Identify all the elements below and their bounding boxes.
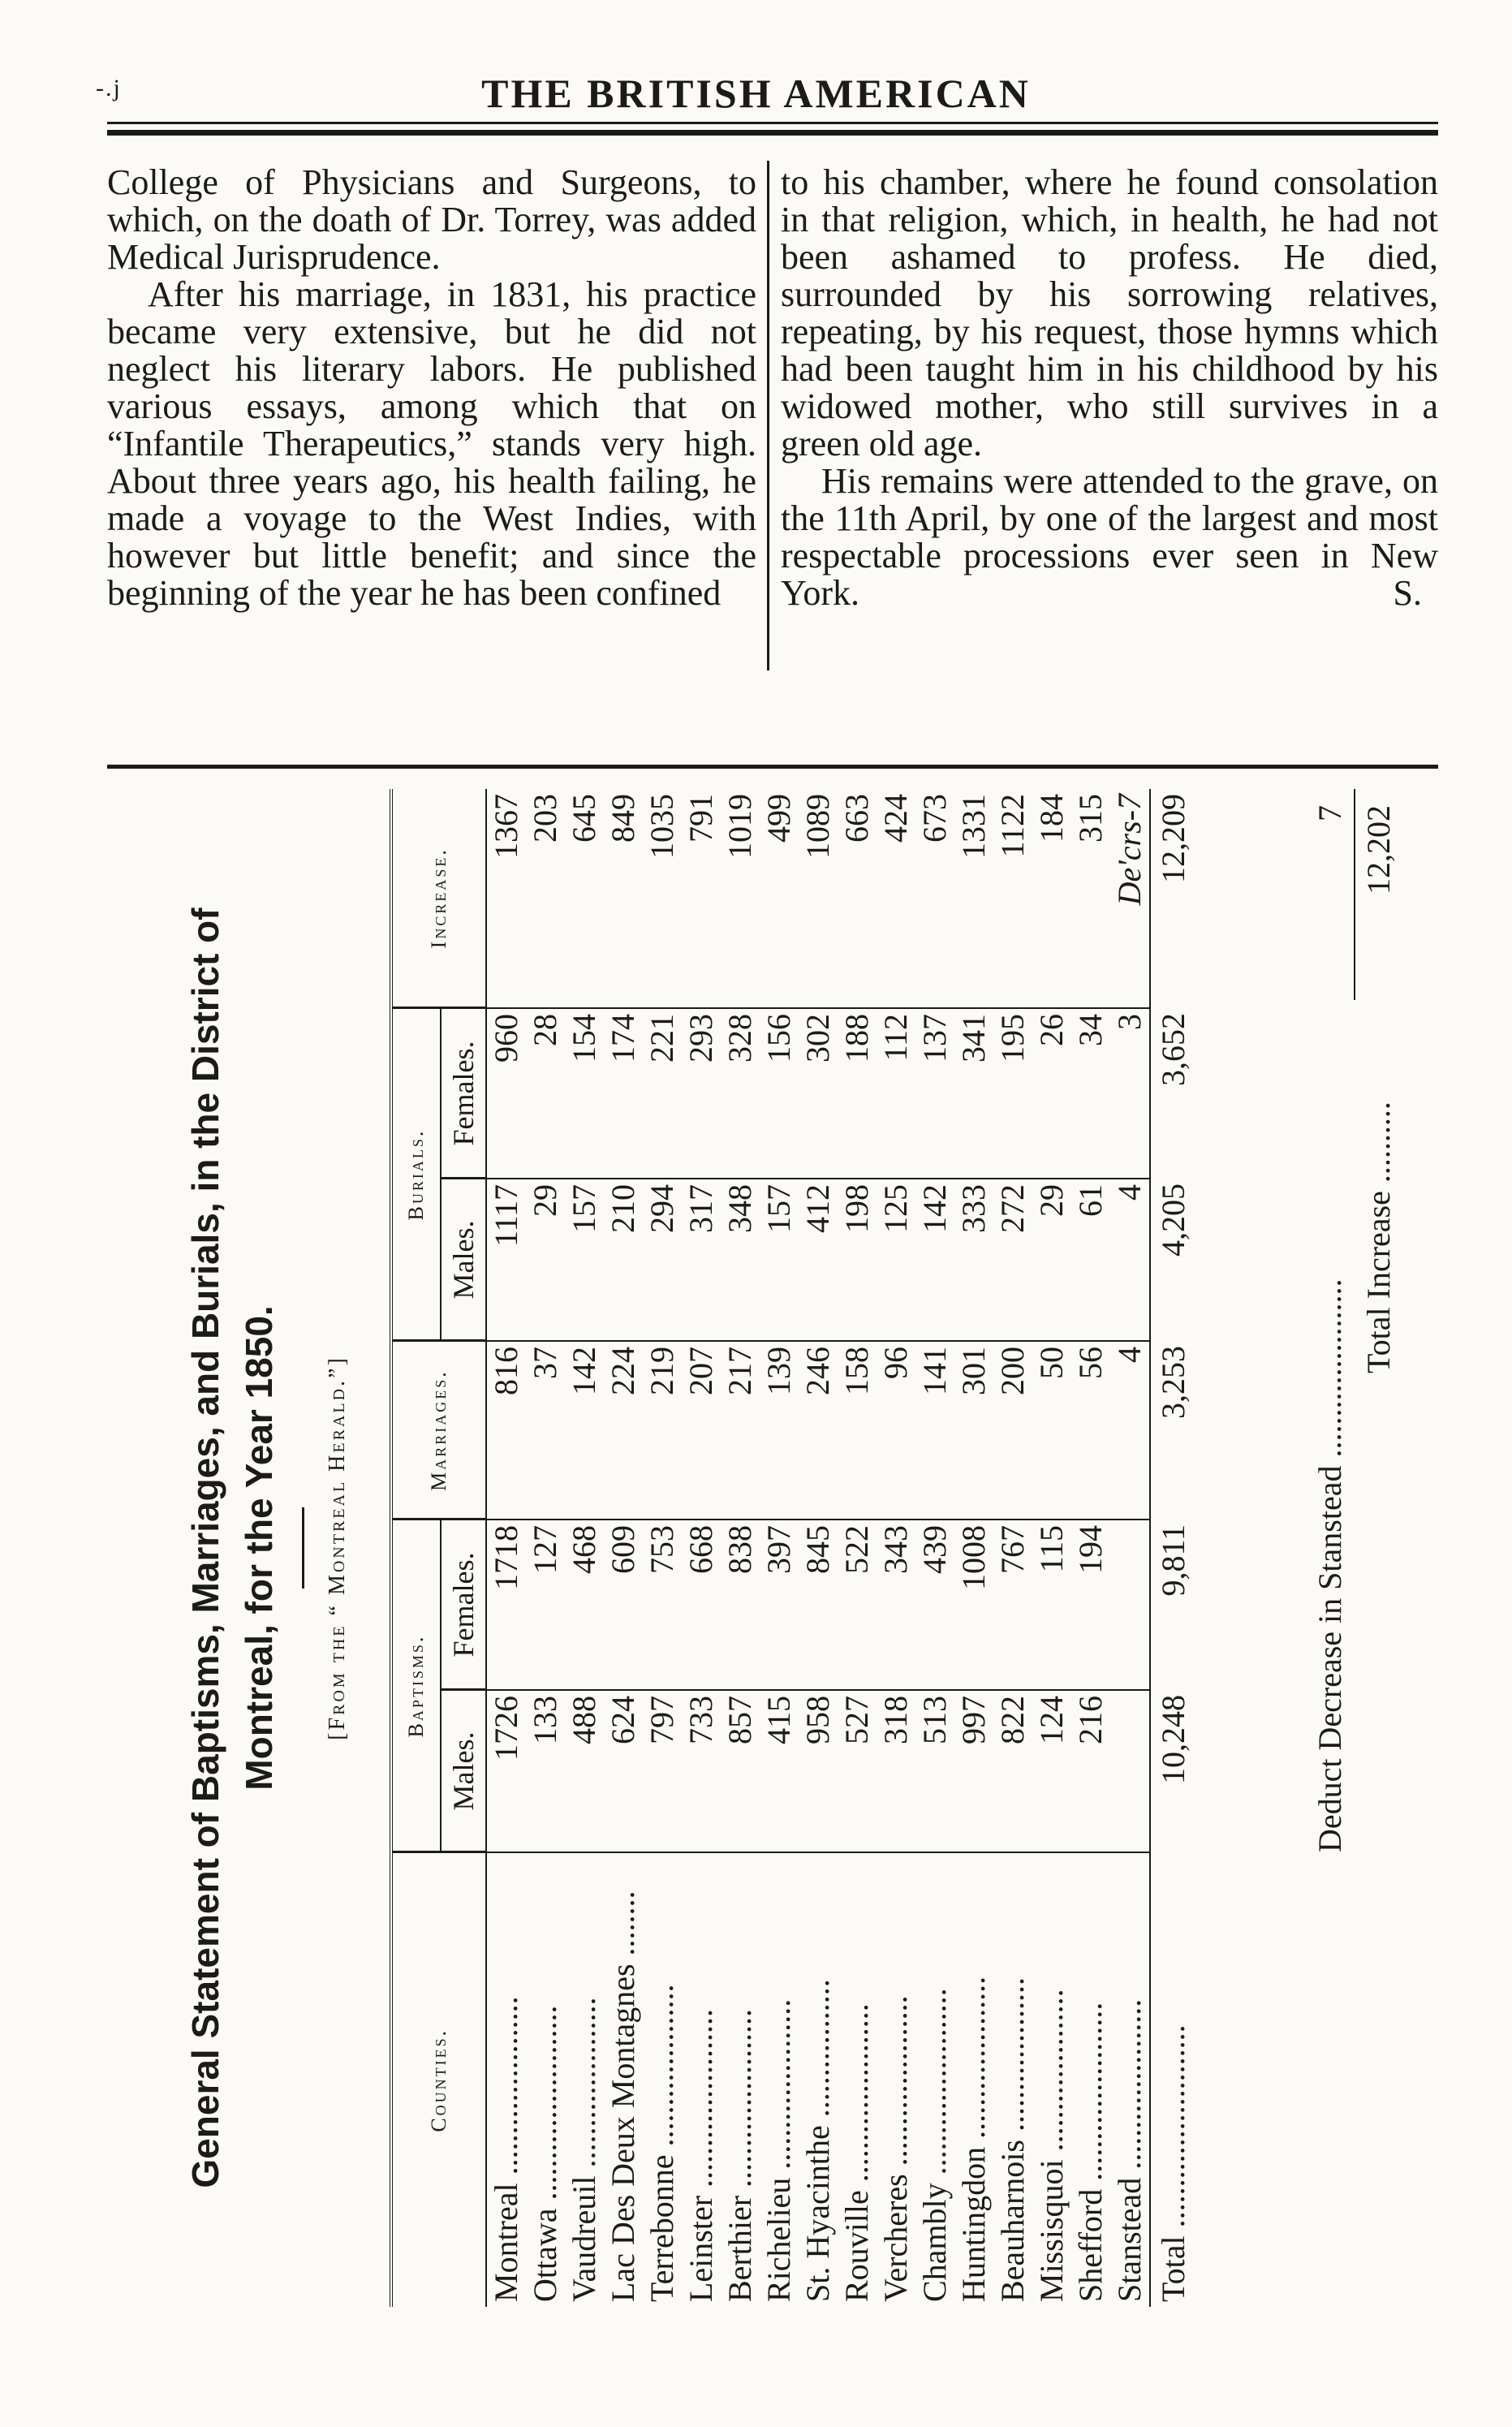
cell-mar: 50 — [1032, 1341, 1071, 1520]
cell-bu-m: 4 — [1110, 1179, 1150, 1341]
cell-bu-m: 333 — [954, 1179, 993, 1341]
cell-bu-f: 328 — [721, 1008, 760, 1179]
deduct-row — [1311, 789, 1349, 1852]
table-row — [721, 789, 760, 2307]
cell-bu-f: 26 — [1032, 1008, 1071, 1179]
cell-mar: 816 — [486, 1341, 526, 1520]
deduct-dots: ...................... — [1312, 1278, 1348, 1458]
deduct-label: Deduct Decrease in Stanstead — [1312, 1465, 1348, 1852]
cell-b-f: 439 — [915, 1520, 954, 1690]
cell-mar: 141 — [915, 1341, 954, 1520]
header-baptisms: Baptisms. — [391, 1520, 441, 1852]
cell-b-f: 522 — [838, 1520, 877, 1690]
table-row — [954, 789, 993, 2307]
cell-bu-f: 3 — [1110, 1008, 1150, 1179]
deduct-value: 7 — [1312, 805, 1348, 821]
cell-bu-f: 960 — [486, 1008, 526, 1179]
cell-bu-f: 112 — [877, 1008, 915, 1179]
article-paragraph-text: His remains were attended to the grave, on the 11th April, by one of the largest and most respectable processions ever seen in New York. — [781, 461, 1438, 613]
county-name: Berthier ...................... — [722, 2008, 758, 2302]
cell-mar: 139 — [760, 1341, 799, 1520]
cell-bu-m: 294 — [643, 1179, 682, 1341]
county-name: Terrebonne .................... — [644, 1984, 680, 2302]
county-name: Lac Des Deux Montagnes ........ — [605, 1890, 641, 2302]
page-number-mark: -.j — [96, 75, 122, 101]
statistics-table-body — [486, 789, 1193, 2307]
cell-mar: 4 — [1110, 1341, 1150, 1520]
total-b-m: 10,248 — [1150, 1690, 1193, 1852]
county-name: St. Hyacinthe ................. — [799, 1979, 836, 2302]
cell-bu-f: 221 — [643, 1008, 682, 1179]
statement-source: [From the “ Montreal Herald.”] — [325, 1356, 350, 1740]
cell-b-f: 767 — [993, 1520, 1032, 1690]
cell-bu-f: 195 — [993, 1008, 1032, 1179]
cell-b-m: 318 — [877, 1690, 915, 1852]
table-row — [486, 789, 526, 2307]
statement-title — [179, 789, 286, 2307]
cell-inc: De'crs-7 — [1110, 789, 1150, 1008]
total-b-f: 9,811 — [1150, 1520, 1193, 1690]
cell-inc: 1089 — [799, 789, 838, 1008]
table-row — [993, 789, 1032, 2307]
cell-b-f: 397 — [760, 1520, 799, 1690]
table-header-row — [391, 789, 441, 2307]
cell-inc: 315 — [1071, 789, 1110, 1008]
cell-bu-f: 28 — [526, 1008, 565, 1179]
cell-b-f: 753 — [643, 1520, 682, 1690]
cell-mar: 219 — [643, 1341, 682, 1520]
county-name: Missisquoi .................... — [1033, 1989, 1070, 2302]
total-bu-m: 4,205 — [1150, 1179, 1193, 1341]
header-marriages: Marriages. — [391, 1341, 486, 1520]
cell-bu-f: 174 — [604, 1008, 643, 1179]
cell-bu-f: 34 — [1071, 1008, 1110, 1179]
table-row — [915, 789, 954, 2307]
title-rule — [302, 1507, 304, 1589]
cell-b-m: 822 — [993, 1690, 1032, 1852]
county-name: Vaudreuil ..................... — [566, 1997, 602, 2302]
table-row — [604, 789, 643, 2307]
county-name: Shefford ...................... — [1072, 2002, 1109, 2302]
cell-bu-m: 157 — [760, 1179, 799, 1341]
table-row — [838, 789, 877, 2307]
total-increase-rule — [1354, 789, 1355, 1000]
cell-bu-m: 272 — [993, 1179, 1032, 1341]
cell-inc: 673 — [915, 789, 954, 1008]
county-name: Vercheres ..................... — [877, 1995, 914, 2302]
table-row — [799, 789, 838, 2307]
article-paragraph: College of Physicians and Surgeons, to which, on the doath of Dr. Torrey, was added Medical Jurisprudence. — [107, 162, 756, 277]
cell-mar: 37 — [526, 1341, 565, 1520]
county-name: Montreal ...................... — [488, 1996, 524, 2302]
county-name: Leinster ...................... — [683, 2008, 719, 2302]
cell-inc: 645 — [565, 789, 604, 1008]
cell-bu-m: 61 — [1071, 1179, 1110, 1341]
cell-mar: 96 — [877, 1341, 915, 1520]
cell-b-f: 838 — [721, 1520, 760, 1690]
cell-inc: 424 — [877, 789, 915, 1008]
cell-b-m: 513 — [915, 1690, 954, 1852]
cell-bu-f: 188 — [838, 1008, 877, 1179]
cell-inc: 663 — [838, 789, 877, 1008]
cell-bu-m: 157 — [565, 1179, 604, 1341]
table-row — [1110, 789, 1150, 2307]
cell-mar: 301 — [954, 1341, 993, 1520]
cell-inc: 1122 — [993, 789, 1032, 1008]
cell-bu-m: 1117 — [486, 1179, 526, 1341]
cell-bu-m: 29 — [1032, 1179, 1071, 1341]
cell-inc: 849 — [604, 789, 643, 1008]
total-increase-dots: .......... — [1360, 1101, 1397, 1183]
cell-mar: 246 — [799, 1341, 838, 1520]
table-row — [565, 789, 604, 2307]
cell-mar: 207 — [682, 1341, 721, 1520]
total-increase-value: 12,202 — [1360, 805, 1397, 894]
cell-inc: 1019 — [721, 789, 760, 1008]
total-label: Total ......................... — [1150, 1852, 1193, 2307]
cell-bu-m: 317 — [682, 1179, 721, 1341]
cell-inc: 499 — [760, 789, 799, 1008]
cell-b-m: 415 — [760, 1690, 799, 1852]
cell-b-f: 668 — [682, 1520, 721, 1690]
cell-bu-m: 125 — [877, 1179, 915, 1341]
county-name: Rouville ...................... — [838, 2003, 875, 2302]
cell-b-f: 127 — [526, 1520, 565, 1690]
cell-bu-m: 198 — [838, 1179, 877, 1341]
header-baptisms-females: Females. — [441, 1520, 486, 1690]
table-row — [682, 789, 721, 2307]
cell-mar: 200 — [993, 1341, 1032, 1520]
cell-inc: 184 — [1032, 789, 1071, 1008]
county-name: Richelieu ..................... — [760, 1998, 797, 2302]
cell-bu-m: 142 — [915, 1179, 954, 1341]
total-row — [1150, 789, 1193, 2307]
cell-b-m: 857 — [721, 1690, 760, 1852]
cell-inc: 1367 — [486, 789, 526, 1008]
header-baptisms-males: Males. — [441, 1690, 486, 1852]
rotated-statistics-panel — [179, 789, 1437, 2307]
table-row — [1071, 789, 1110, 2307]
cell-bu-f: 302 — [799, 1008, 838, 1179]
header-burials: Burials. — [391, 1008, 441, 1341]
county-name: Chambly ....................... — [916, 1988, 953, 2302]
cell-b-m: 133 — [526, 1690, 565, 1852]
table-row — [877, 789, 915, 2307]
cell-b-m — [1110, 1690, 1150, 1852]
cell-b-m: 216 — [1071, 1690, 1110, 1852]
cell-b-m: 527 — [838, 1690, 877, 1852]
cell-b-f: 1718 — [486, 1520, 526, 1690]
county-name: Beauharnois ................... — [994, 1977, 1031, 2302]
cell-bu-m: 210 — [604, 1179, 643, 1341]
table-row — [526, 789, 565, 2307]
cell-b-f: 194 — [1071, 1520, 1110, 1690]
total-mar: 3,253 — [1150, 1341, 1193, 1520]
cell-mar: 224 — [604, 1341, 643, 1520]
cell-b-f — [1110, 1520, 1150, 1690]
cell-b-m: 1726 — [486, 1690, 526, 1852]
cell-inc: 203 — [526, 789, 565, 1008]
county-name: Huntingdon .................... — [955, 1976, 992, 2302]
cell-b-m: 624 — [604, 1690, 643, 1852]
header-counties: Counties. — [391, 1852, 486, 2307]
total-inc: 12,209 — [1150, 789, 1193, 1008]
cell-bu-m: 29 — [526, 1179, 565, 1341]
cell-mar: 217 — [721, 1341, 760, 1520]
cell-b-f: 1008 — [954, 1520, 993, 1690]
table-row — [760, 789, 799, 2307]
cell-inc: 1331 — [954, 789, 993, 1008]
cell-b-m: 797 — [643, 1690, 682, 1852]
statement-title-line-2: Montreal, for the Year 1850. — [238, 1305, 280, 1791]
cell-inc: 791 — [682, 789, 721, 1008]
cell-bu-f: 156 — [760, 1008, 799, 1179]
total-increase-label: Total Increase — [1360, 1191, 1397, 1373]
total-increase-row — [1359, 789, 1398, 1373]
cell-b-m: 997 — [954, 1690, 993, 1852]
cell-b-f: 468 — [565, 1520, 604, 1690]
header-burials-males: Males. — [441, 1179, 486, 1341]
table-row — [1032, 789, 1071, 2307]
cell-bu-f: 154 — [565, 1008, 604, 1179]
statistics-table — [390, 789, 1193, 2307]
statement-title-line-1: General Statement of Baptisms, Marriages, and Burials, in the District of — [184, 907, 226, 2188]
cell-b-m: 488 — [565, 1690, 604, 1852]
total-bu-f: 3,652 — [1150, 1008, 1193, 1179]
county-name: Ottawa ........................ — [527, 2005, 563, 2302]
article-paragraph: to his chamber, where he found consolation in that religion, which, in health, he had not been ashamed to profess. He died, surrounded by his sorrowing relatives, repeating, by his request, those hymns which had been taught him in his childhood by his widowed mother, who still survives in a green old age. — [781, 162, 1438, 463]
header-burials-females: Females. — [441, 1008, 486, 1179]
cell-mar: 56 — [1071, 1341, 1110, 1520]
cell-bu-m: 412 — [799, 1179, 838, 1341]
cell-mar: 158 — [838, 1341, 877, 1520]
cell-b-f: 115 — [1032, 1520, 1071, 1690]
cell-bu-f: 341 — [954, 1008, 993, 1179]
cell-bu-m: 348 — [721, 1179, 760, 1341]
cell-b-m: 733 — [682, 1690, 721, 1852]
article-paragraph: After his marriage, in 1831, his practice became very extensive, but he did not neglect his literary labors. He published various essays, among which that on “Infantile Therapeutics,” stands very high. About three years ago, his health failing, he made a voyage to the West Indies, with however but little benefit; and since the beginning of the year he has been confined — [107, 274, 756, 613]
article-signature: S. — [1393, 573, 1422, 613]
cell-bu-f: 293 — [682, 1008, 721, 1179]
running-head: THE BRITISH AMERICAN — [481, 71, 1031, 116]
cell-b-f: 845 — [799, 1520, 838, 1690]
cell-b-f: 609 — [604, 1520, 643, 1690]
cell-b-m: 124 — [1032, 1690, 1071, 1852]
cell-inc: 1035 — [643, 789, 682, 1008]
header-increase: Increase. — [391, 789, 486, 1008]
cell-b-f: 343 — [877, 1520, 915, 1690]
cell-b-m: 958 — [799, 1690, 838, 1852]
county-name: Stanstead ..................... — [1111, 1998, 1148, 2302]
cell-bu-f: 137 — [915, 1008, 954, 1179]
table-row — [643, 789, 682, 2307]
cell-mar: 142 — [565, 1341, 604, 1520]
